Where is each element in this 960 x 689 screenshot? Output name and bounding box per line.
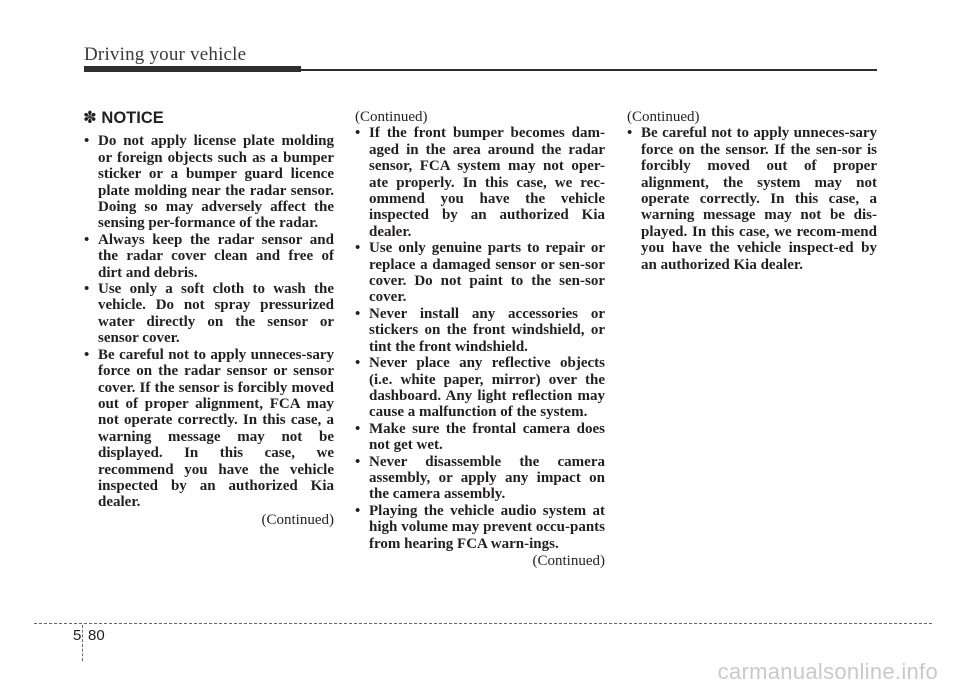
list-item: • Do not apply license plate molding or foreign objects such as a bumper sticker or a bumper guard licence plate molding near the radar sensor. Doing so may adversely affect the sensing per-formance of the radar. [84, 133, 334, 232]
continued-label-top: (Continued) [355, 109, 428, 125]
list-item: • Always keep the radar sensor and the radar cover clean and free of dirt and debris. [84, 231, 334, 281]
list-item: • Never disassemble the camera assembly, or apply any impact on the camera assembly. [355, 453, 605, 503]
bullet-icon: • [355, 355, 361, 372]
page-number: 80 [88, 627, 105, 644]
section-title: Driving your vehicle [84, 44, 247, 65]
bullet-list [355, 125, 605, 552]
text-column-2 [355, 109, 605, 569]
text-column-1 [84, 110, 334, 528]
bullet-icon: • [84, 281, 90, 298]
text-column-3 [627, 109, 877, 273]
list-item: • Use only a soft cloth to wash the vehicle. Do not spray pressurized water directly on the sensor or sensor cover. [84, 281, 334, 347]
bullet-icon: • [627, 125, 633, 142]
continued-label: (Continued) [261, 511, 334, 528]
continued-label-top: (Continued) [627, 109, 700, 125]
list-item: • Be careful not to apply unneces-sary force on the sensor. If the sen-sor is forcibly moved out of proper alignment, the system may not operate correctly. In this case, a warning message may not be dis-played. In this case, we recom-mend you have the vehicle inspect-ed by an authorized Kia dealer. [627, 125, 877, 273]
notice-label: NOTICE [101, 109, 164, 127]
list-item: • Make sure the frontal camera does not get wet. [355, 420, 605, 454]
bullet-icon: • [355, 240, 361, 257]
header-rule-thick [84, 66, 301, 72]
notice-heading [83, 110, 334, 126]
bullet-icon: • [84, 346, 90, 363]
continued-label: (Continued) [532, 552, 605, 569]
bullet-icon: • [355, 502, 361, 519]
watermark: carmanualsonline.info [717, 659, 938, 684]
bullet-icon: • [84, 133, 90, 150]
notice-star-icon: ✽ [83, 108, 97, 127]
list-item: • Be careful not to apply unneces-sary force on the radar sensor or sensor cover. If the sensor is forcibly moved out of proper alignment, FCA may not operate correctly. In this case, a warning message may not be displayed. In this case, we recommend you have the vehicle inspected by an authorized Kia dealer. [84, 346, 334, 511]
bullet-list [84, 133, 334, 510]
bullet-list [627, 125, 877, 273]
list-item: • Playing the vehicle audio system at high volume may prevent occu-pants from hearing FCA warn-ings. [355, 502, 605, 552]
list-item: • If the front bumper becomes dam-aged in the area around the radar sensor, FCA system may not oper-ate properly. In this case, we rec-ommend you have the vehicle inspected by an authorized Kia dealer. [355, 125, 605, 240]
list-item: • Never place any reflective objects (i.e. white paper, mirror) over the dashboard. Any light reflection may cause a malfunction of the system. [355, 355, 605, 421]
bullet-icon: • [355, 453, 361, 470]
header-rule-thin [301, 69, 877, 71]
bullet-icon: • [355, 125, 361, 142]
page-number-divider [82, 625, 83, 661]
footer-divider [34, 623, 932, 624]
bullet-icon: • [355, 305, 361, 322]
bullet-icon: • [84, 231, 90, 248]
bullet-icon: • [355, 420, 361, 437]
list-item: • Use only genuine parts to repair or replace a damaged sensor or sen-sor cover. Do not paint to the sen-sor cover. [355, 240, 605, 306]
section-number: 5 [73, 627, 82, 644]
list-item: • Never install any accessories or stickers on the front windshield, or tint the front windshield. [355, 305, 605, 355]
